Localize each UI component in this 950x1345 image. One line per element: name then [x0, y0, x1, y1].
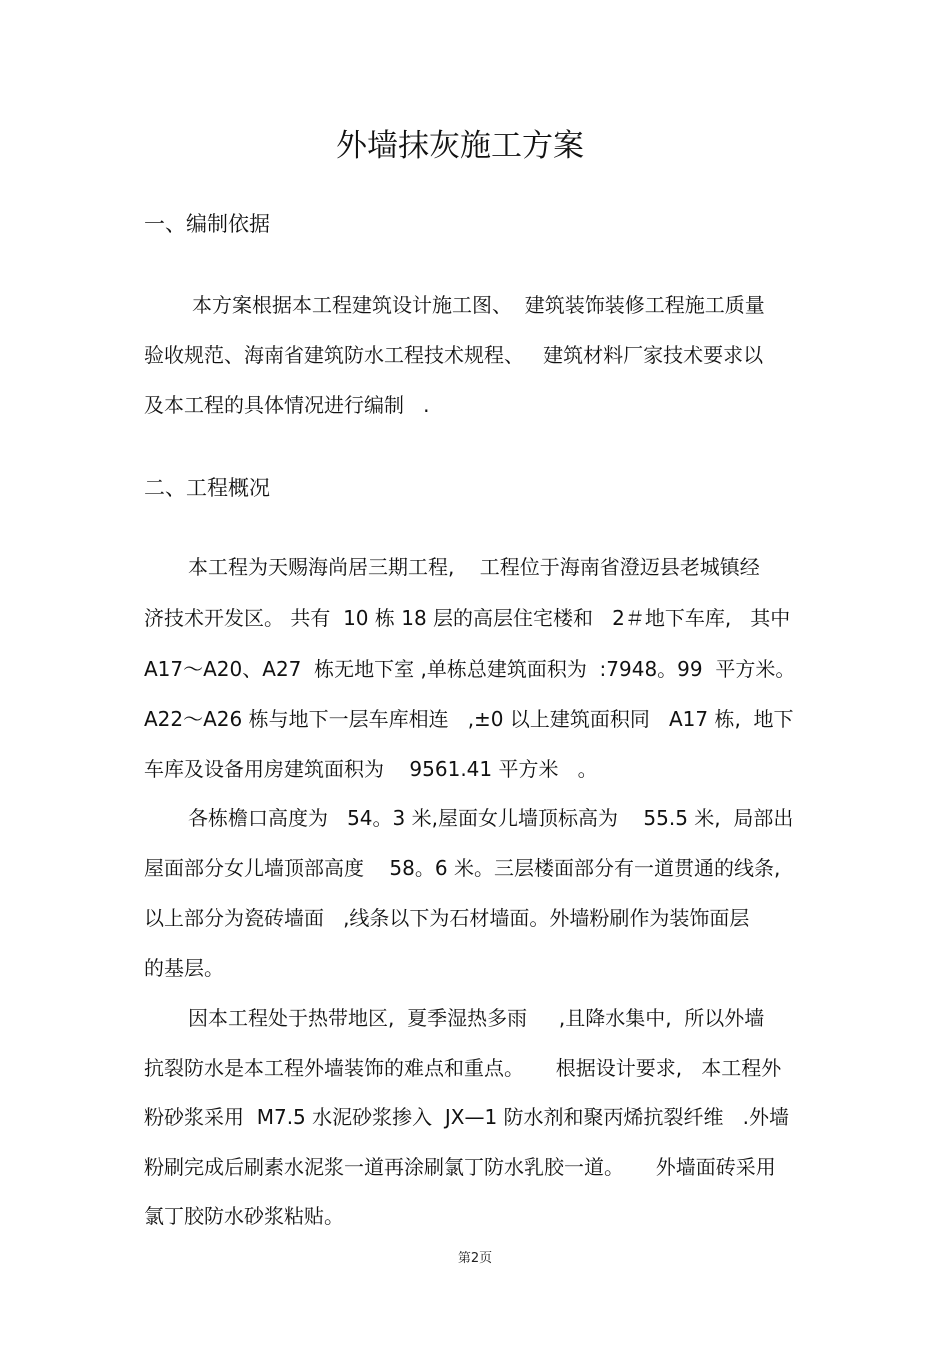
document-title: 外墙抹灰施工方案 — [336, 128, 584, 164]
paragraph-line: 车库及设备用房建筑面积为 9561.41 平方米 。 — [144, 757, 598, 781]
paragraph-line: 氯丁胶防水砂浆粘贴。 — [144, 1204, 344, 1228]
section-heading-overview: 二、工程概况 — [144, 476, 270, 500]
paragraph-line: 本工程为天赐海尚居三期工程, 工程位于海南省澄迈县老城镇经 — [188, 555, 760, 579]
page-number: 第2页 — [457, 1251, 493, 1266]
paragraph-line: A17～A20、A27 栋无地下室 ,单栋总建筑面积为 :7948。99 平方米。 — [144, 657, 796, 681]
paragraph-line: 验收规范、海南省建筑防水工程技术规程、 建筑材料厂家技术要求以 — [144, 343, 764, 367]
paragraph-line: A22～A26 栋与地下一层车库相连 ,±0 以上建筑面积同 A17 栋, 地下 — [144, 707, 794, 731]
section-heading-basis: 一、编制依据 — [144, 212, 270, 236]
paragraph-line: 本方案根据本工程建筑设计施工图、 建筑装饰装修工程施工质量 — [192, 293, 765, 317]
paragraph-line: 及本工程的具体情况进行编制 . — [144, 393, 430, 417]
paragraph-line: 的基层。 — [144, 956, 224, 980]
paragraph-line: 屋面部分女儿墙顶部高度 58。6 米。三层楼面部分有一道贯通的线条, — [144, 856, 781, 880]
paragraph-line: 抗裂防水是本工程外墙装饰的难点和重点。 根据设计要求, 本工程外 — [144, 1056, 782, 1080]
paragraph-line: 粉砂浆采用 M7.5 水泥砂浆掺入 JX—1 防水剂和聚丙烯抗裂纤维 .外墙 — [144, 1105, 789, 1129]
paragraph-line: 济技术开发区。 共有 10 栋 18 层的高层住宅楼和 2＃地下车库, 其中 — [144, 606, 791, 630]
paragraph-line: 因本工程处于热带地区, 夏季湿热多雨 ,且降水集中, 所以外墙 — [188, 1006, 765, 1030]
paragraph-line: 粉刷完成后刷素水泥浆一道再涂刷氯丁防水乳胶一道。 外墙面砖采用 — [144, 1155, 776, 1179]
paragraph-line: 以上部分为瓷砖墙面 ,线条以下为石材墙面。外墙粉刷作为装饰面层 — [144, 906, 750, 930]
paragraph-line: 各栋檐口高度为 54。3 米,屋面女儿墙顶标高为 55.5 米, 局部出 — [188, 806, 794, 830]
